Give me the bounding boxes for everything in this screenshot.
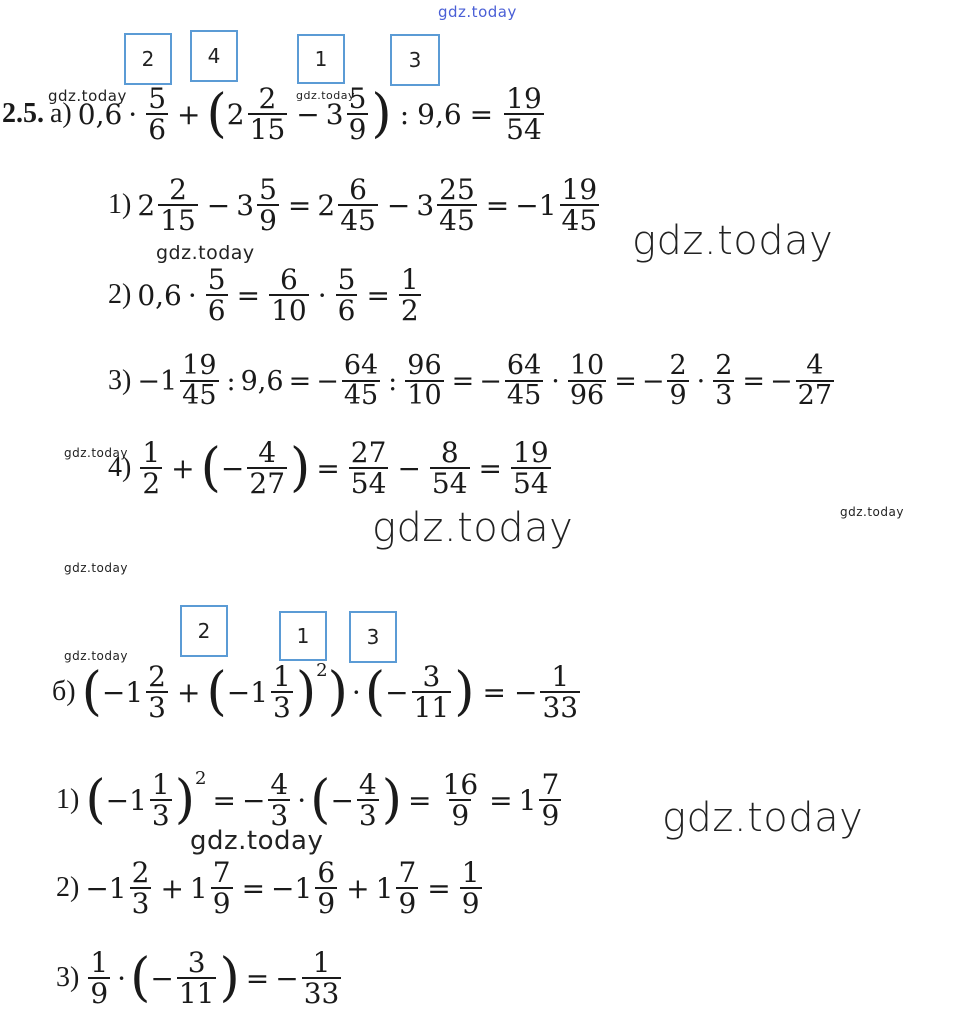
operator: : bbox=[399, 97, 410, 131]
step-label: 1) bbox=[56, 784, 80, 816]
operator: − bbox=[296, 97, 320, 131]
fraction: $\frac{19}{54}$ bbox=[506, 82, 542, 147]
step-label: 3) bbox=[56, 962, 80, 994]
expression-b: б) ( −1 $\frac{2}{3}$ + ( −1 $\frac{1}{3}$ ) $^2$ ) · ( − $\frac{3}{11}$ ) = − $\frac{1}{33}$ bbox=[52, 659, 579, 725]
order-mark-box: 2 bbox=[180, 605, 228, 657]
watermark: gdz.today bbox=[296, 89, 356, 102]
part-label: а) bbox=[50, 98, 72, 130]
watermark: gdz.today bbox=[840, 505, 904, 519]
step-label: 1) bbox=[108, 189, 132, 221]
watermark-large: gdz.today bbox=[632, 218, 834, 264]
order-mark-box: 3 bbox=[390, 34, 440, 86]
step-a-3: 3) −1 $\frac{19}{45}$ : 9,6 = − $\frac{64}{45}$ : $\frac{96}{10}$ = − $\frac{64}{45}$ · $\frac{10}{96}$ = − $\frac{2}{9}$ · $\frac{2}{3}$ = − $\frac{4}{27}$ bbox=[108, 350, 833, 412]
operator: · bbox=[128, 97, 138, 131]
paren-open: ( bbox=[206, 84, 227, 145]
order-mark-box: 4 bbox=[190, 30, 238, 82]
paren-close: ) bbox=[371, 84, 392, 145]
watermark: gdz.today bbox=[64, 446, 128, 460]
problem-number: 2.5. bbox=[2, 98, 44, 130]
whole: 2 bbox=[226, 97, 245, 131]
step-a-4: 4) $\frac{1}{2}$ + ( − $\frac{4}{27}$ ) = $\frac{27}{54}$ − $\frac{8}{54}$ = $\frac{19}{54}$ bbox=[108, 436, 549, 501]
step-a-1: 1) 2 $\frac{2}{15}$ − 3 $\frac{5}{9}$ = 2 $\frac{6}{45}$ − 3 $\frac{25}{45}$ = −1 $\frac{19}{45}$ bbox=[108, 173, 598, 238]
step-b-3: 3) $\frac{1}{9}$ · ( − $\frac{3}{11}$ ) = − $\frac{1}{33}$ bbox=[56, 946, 340, 1011]
operator: + bbox=[177, 97, 201, 131]
term: 9,6 bbox=[417, 97, 462, 131]
watermark: gdz.today bbox=[64, 649, 128, 663]
fraction: $\frac{5}{9}$ bbox=[348, 82, 367, 147]
order-mark-box: 2 bbox=[124, 33, 172, 85]
fraction: $\frac{2}{15}$ bbox=[249, 82, 286, 147]
operator: = bbox=[469, 97, 494, 131]
step-label: 4) bbox=[108, 452, 132, 484]
watermark: gdz.today bbox=[190, 826, 324, 856]
order-mark-box: 3 bbox=[349, 611, 397, 663]
watermark-large: gdz.today bbox=[662, 795, 864, 841]
whole: 3 bbox=[325, 97, 344, 131]
watermark-top: gdz.today bbox=[438, 3, 517, 21]
watermark: gdz.today bbox=[156, 242, 255, 264]
step-a-2: 2) 0,6 · $\frac{5}{6}$ = $\frac{6}{10}$ · $\frac{5}{6}$ = $\frac{1}{2}$ bbox=[108, 263, 419, 328]
order-mark-box: 1 bbox=[297, 34, 345, 84]
step-b-1: 1) ( −1 $\frac{1}{3}$ ) $^2$ = − $\frac{4}{3}$ · ( − $\frac{4}{3}$ ) = $\frac{16}{9}$ = 1 $\frac{7}{9}$ bbox=[56, 767, 560, 833]
step-label: 2) bbox=[56, 872, 80, 904]
fraction: $\frac{5}{6}$ bbox=[148, 82, 167, 147]
step-b-2: 2) −1 $\frac{2}{3}$ + 1 $\frac{7}{9}$ = −1 $\frac{6}{9}$ + 1 $\frac{7}{9}$ = $\frac{1}{9}$ bbox=[56, 856, 480, 921]
watermark-large: gdz.today bbox=[372, 505, 574, 551]
part-label: б) bbox=[52, 676, 76, 708]
order-mark-box: 1 bbox=[279, 611, 327, 661]
step-label: 3) bbox=[108, 365, 132, 397]
term: 0,6 bbox=[77, 97, 123, 131]
expression-a bbox=[2, 84, 547, 145]
watermark: gdz.today bbox=[64, 561, 128, 575]
watermark: gdz.today bbox=[48, 87, 127, 105]
step-label: 2) bbox=[108, 279, 132, 311]
